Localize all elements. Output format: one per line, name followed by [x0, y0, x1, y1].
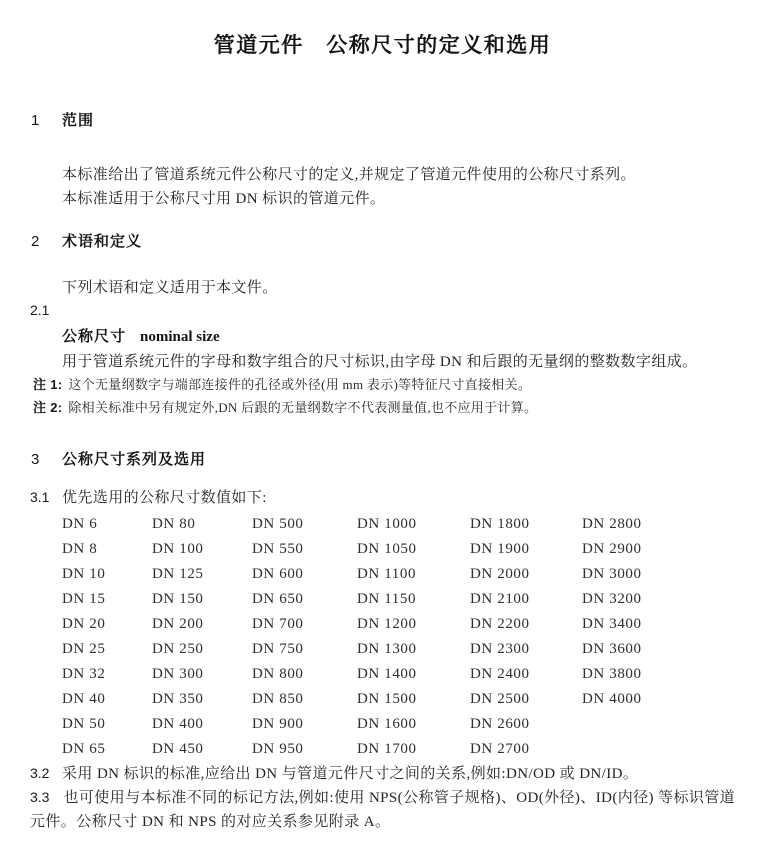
dn-value: DN 20 [62, 616, 106, 632]
dn-value: DN 2100 [470, 591, 530, 607]
clause-3-2-number: 3.2 [30, 765, 50, 781]
dn-value [582, 737, 692, 762]
dn-value: DN 950 [252, 741, 304, 757]
dn-value: DN 150 [152, 591, 204, 607]
dn-value: DN 1150 [357, 591, 417, 607]
dn-value: DN 3200 [582, 591, 642, 607]
dn-value: DN 2800 [582, 516, 642, 532]
dn-value: DN 3000 [582, 566, 642, 582]
dn-value: DN 2600 [470, 716, 530, 732]
section-2-heading [31, 230, 142, 251]
section-3-number: 3 [31, 451, 40, 468]
dn-value: DN 125 [152, 566, 204, 582]
note-2 [33, 397, 537, 416]
dn-value: DN 32 [62, 666, 106, 682]
dn-size-table [62, 512, 692, 762]
note-1-label: 注 1: [33, 377, 63, 392]
dn-value: DN 700 [252, 616, 304, 632]
clause-3-3-number: 3.3 [30, 789, 50, 805]
dn-value: DN 900 [252, 716, 304, 732]
dn-value: DN 250 [152, 641, 204, 657]
dn-value: DN 25 [62, 641, 106, 657]
dn-value: DN 1050 [357, 541, 417, 557]
dn-value: DN 2500 [470, 691, 530, 707]
clause-3-1-text: 优先选用的公称尺寸数值如下: [62, 490, 267, 506]
document-title: 管道元件 公称尺寸的定义和选用 [213, 34, 552, 57]
section-1-paragraph-1: 本标准给出了管道系统元件公称尺寸的定义,并规定了管道元件使用的公称尺寸系列。 [62, 167, 636, 183]
dn-value: DN 10 [62, 566, 106, 582]
dn-value: DN 3800 [582, 666, 642, 682]
dn-value: DN 65 [62, 741, 106, 757]
section-3-label: 公称尺寸系列及选用 [62, 451, 207, 468]
dn-value: DN 1900 [470, 541, 530, 557]
clause-3-1-number: 3.1 [30, 489, 50, 505]
dn-value: DN 200 [152, 616, 204, 632]
dn-value: DN 40 [62, 691, 106, 707]
note-1-text: 这个无量纲数字与端部连接件的孔径或外径(用 mm 表示)等特征尺寸直接相关。 [68, 377, 532, 392]
dn-value: DN 1200 [357, 616, 417, 632]
dn-value: DN 1800 [470, 516, 530, 532]
dn-value: DN 500 [252, 516, 304, 532]
section-1-number: 1 [31, 112, 40, 129]
dn-value: DN 400 [152, 716, 204, 732]
section-3-heading [31, 448, 206, 469]
dn-value: DN 1700 [357, 741, 417, 757]
dn-value: DN 850 [252, 691, 304, 707]
dn-value: DN 8 [62, 541, 98, 557]
dn-value: DN 1400 [357, 666, 417, 682]
dn-value: DN 650 [252, 591, 304, 607]
clause-3-3 [30, 785, 742, 834]
dn-value: DN 4000 [582, 691, 642, 707]
section-2-label: 术语和定义 [62, 233, 143, 250]
dn-value: DN 3400 [582, 616, 642, 632]
dn-value: DN 2900 [582, 541, 642, 557]
section-2-number: 2 [31, 233, 40, 250]
term-chinese: 公称尺寸 [62, 328, 127, 345]
dn-value: DN 750 [252, 641, 304, 657]
dn-value: DN 3600 [582, 641, 642, 657]
dn-value: DN 800 [252, 666, 304, 682]
dn-value: DN 15 [62, 591, 106, 607]
clause-3-3-text: 也可使用与本标准不同的标记方法,例如:使用 NPS(公称管子规格)、OD(外径)、ID(内径) 等标识管道元件。公称尺寸 DN 和 NPS 的对应关系参见附录 A。 [30, 790, 736, 830]
dn-value: DN 600 [252, 566, 304, 582]
dn-value: DN 450 [152, 741, 204, 757]
dn-value: DN 1000 [357, 516, 417, 532]
note-2-label: 注 2: [33, 400, 63, 415]
clause-3-1 [30, 486, 267, 507]
term-definition: 用于管道系统元件的字母和数字组合的尺寸标识,由字母 DN 和后跟的无量纲的整数数字组成。 [62, 354, 698, 370]
dn-value: DN 2300 [470, 641, 530, 657]
dn-value: DN 1500 [357, 691, 417, 707]
dn-value: DN 2200 [470, 616, 530, 632]
section-1-paragraph-2: 本标准适用于公称尺寸用 DN 标识的管道元件。 [62, 191, 386, 207]
section-1-heading [31, 109, 94, 130]
dn-value: DN 6 [62, 516, 98, 532]
dn-value [582, 712, 692, 737]
dn-value: DN 550 [252, 541, 304, 557]
dn-value: DN 1600 [357, 716, 417, 732]
dn-value: DN 80 [152, 516, 196, 532]
section-2-intro: 下列术语和定义适用于本文件。 [62, 280, 278, 296]
clause-2-1-number: 2.1 [30, 302, 50, 318]
dn-value: DN 2700 [470, 741, 530, 757]
dn-value: DN 350 [152, 691, 204, 707]
section-1-label: 范围 [62, 112, 95, 129]
dn-value: DN 1300 [357, 641, 417, 657]
note-1 [33, 374, 531, 393]
dn-value: DN 100 [152, 541, 204, 557]
dn-value: DN 50 [62, 716, 106, 732]
clause-3-2 [30, 762, 638, 783]
clause-3-2-text: 采用 DN 标识的标准,应给出 DN 与管道元件尺寸之间的关系,例如:DN/OD 或 DN/ID。 [62, 766, 639, 782]
dn-value: DN 2400 [470, 666, 530, 682]
term-entry [62, 325, 220, 346]
dn-value: DN 2000 [470, 566, 530, 582]
dn-value: DN 1100 [357, 566, 417, 582]
dn-value: DN 300 [152, 666, 204, 682]
term-english: nominal size [140, 329, 220, 345]
note-2-text: 除相关标准中另有规定外,DN 后跟的无量纲数字不代表测量值,也不应用于计算。 [68, 400, 538, 415]
